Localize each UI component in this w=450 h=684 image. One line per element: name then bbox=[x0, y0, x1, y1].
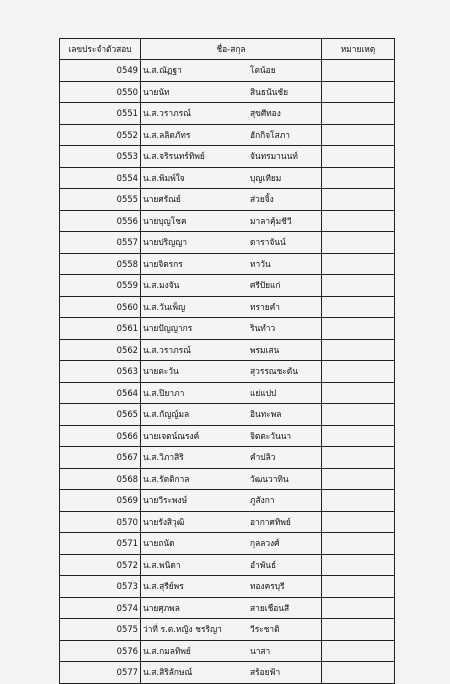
exam-id-cell: 0554 bbox=[60, 167, 141, 189]
full-name-cell bbox=[141, 361, 322, 383]
exam-id-cell: 0562 bbox=[60, 339, 141, 361]
header-remarks: หมายเหตุ bbox=[322, 39, 395, 60]
full-name-cell bbox=[141, 576, 322, 598]
last-name: ฮักกิจโสภา bbox=[250, 129, 290, 140]
first-name: น.ส.วราภรณ์ bbox=[143, 108, 191, 118]
exam-id-cell: 0572 bbox=[60, 554, 141, 576]
exam-id-cell: 0561 bbox=[60, 318, 141, 340]
first-name: นายวีระพงษ์ bbox=[143, 495, 188, 505]
full-name-cell bbox=[141, 318, 322, 340]
full-name-cell bbox=[141, 425, 322, 447]
exam-id-cell: 0566 bbox=[60, 425, 141, 447]
exam-id-cell: 0573 bbox=[60, 576, 141, 598]
table-row bbox=[60, 619, 395, 641]
exam-id-cell: 0549 bbox=[60, 60, 141, 82]
exam-id-cell: 0574 bbox=[60, 597, 141, 619]
remarks-cell bbox=[322, 339, 395, 361]
last-name: ทองครบุรี bbox=[250, 581, 285, 591]
table-row bbox=[60, 81, 395, 103]
last-name: สุวรรณชะดัน bbox=[250, 366, 298, 376]
first-name: นายปัญญากร bbox=[143, 323, 193, 333]
table-row bbox=[60, 425, 395, 447]
first-name: นายจิตรกร bbox=[143, 258, 183, 269]
remarks-cell bbox=[322, 576, 395, 598]
exam-id-cell: 0551 bbox=[60, 103, 141, 125]
last-name: สุขศีทอง bbox=[250, 108, 281, 118]
first-name: นายศุภพล bbox=[143, 602, 180, 613]
full-name-cell bbox=[141, 253, 322, 275]
last-name: ดาราจันน์ bbox=[250, 237, 286, 247]
remarks-cell bbox=[322, 318, 395, 340]
full-name-cell bbox=[141, 490, 322, 512]
exam-id-cell: 0570 bbox=[60, 511, 141, 533]
last-name: ศรีปัยแก่ bbox=[250, 280, 281, 290]
exam-id-cell: 0567 bbox=[60, 447, 141, 469]
table-row bbox=[60, 275, 395, 297]
candidate-table bbox=[59, 38, 395, 684]
full-name-cell bbox=[141, 339, 322, 361]
last-name: มาลาคุ้มชีวี bbox=[250, 215, 292, 226]
first-name: น.ส.ณัฏฐา bbox=[143, 65, 182, 75]
first-name: น.ส.กัญญ์มล bbox=[143, 409, 190, 419]
remarks-cell bbox=[322, 232, 395, 254]
first-name: น.ส.พนิดา bbox=[143, 559, 181, 570]
table-row bbox=[60, 382, 395, 404]
last-name: คำปลิว bbox=[250, 452, 276, 462]
full-name-cell bbox=[141, 296, 322, 318]
table-row bbox=[60, 554, 395, 576]
exam-id-cell: 0552 bbox=[60, 124, 141, 146]
exam-id-cell: 0564 bbox=[60, 382, 141, 404]
exam-id-cell: 0569 bbox=[60, 490, 141, 512]
exam-id-cell: 0563 bbox=[60, 361, 141, 383]
full-name-cell bbox=[141, 382, 322, 404]
remarks-cell bbox=[322, 425, 395, 447]
remarks-cell bbox=[322, 619, 395, 641]
first-name: น.ส.สิริลักษณ์ bbox=[143, 667, 193, 677]
last-name: วัฒนวาทิน bbox=[250, 473, 289, 484]
table-row bbox=[60, 576, 395, 598]
first-name: นายถนัด bbox=[143, 538, 175, 548]
remarks-cell bbox=[322, 554, 395, 576]
first-name: นายนัท bbox=[143, 86, 170, 97]
exam-id-cell: 0558 bbox=[60, 253, 141, 275]
last-name: แย่แปป bbox=[250, 387, 277, 398]
remarks-cell bbox=[322, 296, 395, 318]
last-name: บุญเทียม bbox=[250, 172, 282, 183]
exam-id-cell: 0557 bbox=[60, 232, 141, 254]
header-exam-id: เลขประจำตัวสอบ bbox=[60, 39, 141, 60]
remarks-cell bbox=[322, 167, 395, 189]
last-name: ภูสังกา bbox=[250, 495, 275, 505]
full-name-cell bbox=[141, 189, 322, 211]
last-name: กุลลวงศ์ bbox=[250, 538, 280, 548]
table-row bbox=[60, 253, 395, 275]
full-name-cell bbox=[141, 447, 322, 469]
last-name: โตน้อย bbox=[250, 65, 276, 75]
exam-id-cell: 0565 bbox=[60, 404, 141, 426]
table-row bbox=[60, 167, 395, 189]
full-name-cell bbox=[141, 124, 322, 146]
exam-id-cell: 0556 bbox=[60, 210, 141, 232]
first-name: น.ส.ลลิตภัทร bbox=[143, 129, 191, 140]
table-row bbox=[60, 124, 395, 146]
table-row bbox=[60, 189, 395, 211]
first-name: น.ส.จริรนทร์ทิพย์ bbox=[143, 151, 205, 161]
table-row bbox=[60, 533, 395, 555]
last-name: จันทรมานนท์ bbox=[250, 151, 298, 161]
full-name-cell bbox=[141, 533, 322, 555]
table-row bbox=[60, 361, 395, 383]
first-name: นายตะวัน bbox=[143, 366, 179, 376]
table-row bbox=[60, 103, 395, 125]
header-full-name: ชื่อ-สกุล bbox=[141, 39, 322, 60]
last-name: อำพันธ์ bbox=[250, 559, 277, 570]
first-name: น.ส.มงจัน bbox=[143, 280, 180, 290]
remarks-cell bbox=[322, 640, 395, 662]
first-name: น.ส.รัตติกาล bbox=[143, 473, 190, 484]
remarks-cell bbox=[322, 468, 395, 490]
table-row bbox=[60, 210, 395, 232]
last-name: สร้อยฟ้า bbox=[250, 667, 281, 677]
remarks-cell bbox=[322, 103, 395, 125]
exam-id-cell: 0568 bbox=[60, 468, 141, 490]
table-row bbox=[60, 146, 395, 168]
table-header-row bbox=[60, 39, 395, 60]
remarks-cell bbox=[322, 60, 395, 82]
full-name-cell bbox=[141, 662, 322, 684]
last-name: จิตตะวันนา bbox=[250, 430, 292, 441]
table-row bbox=[60, 597, 395, 619]
first-name: น.ส.วราภรณ์ bbox=[143, 344, 191, 355]
first-name: นายปริญญา bbox=[143, 237, 188, 247]
last-name: ทรายคำ bbox=[250, 301, 280, 312]
table-row bbox=[60, 511, 395, 533]
first-name: นายเจตน์ณรงค์ bbox=[143, 430, 200, 441]
remarks-cell bbox=[322, 361, 395, 383]
table-row bbox=[60, 318, 395, 340]
table-row bbox=[60, 232, 395, 254]
last-name: สายเชือนสี bbox=[250, 602, 290, 613]
table-row bbox=[60, 662, 395, 684]
remarks-cell bbox=[322, 146, 395, 168]
table-body bbox=[60, 60, 395, 684]
table-row bbox=[60, 339, 395, 361]
full-name-cell bbox=[141, 619, 322, 641]
full-name-cell bbox=[141, 103, 322, 125]
exam-id-cell: 0571 bbox=[60, 533, 141, 555]
exam-id-cell: 0576 bbox=[60, 640, 141, 662]
remarks-cell bbox=[322, 210, 395, 232]
table-row bbox=[60, 447, 395, 469]
remarks-cell bbox=[322, 447, 395, 469]
last-name: อากาศทิพย์ bbox=[250, 516, 291, 527]
full-name-cell bbox=[141, 468, 322, 490]
remarks-cell bbox=[322, 81, 395, 103]
exam-id-cell: 0555 bbox=[60, 189, 141, 211]
last-name: ทาวัน bbox=[250, 258, 271, 269]
table-row bbox=[60, 468, 395, 490]
last-name: ส่วยจิ้ง bbox=[250, 194, 274, 204]
full-name-cell bbox=[141, 404, 322, 426]
exam-id-cell: 0553 bbox=[60, 146, 141, 168]
table-row bbox=[60, 640, 395, 662]
full-name-cell bbox=[141, 167, 322, 189]
first-name: น.ส.สุรีย์พร bbox=[143, 581, 184, 591]
remarks-cell bbox=[322, 253, 395, 275]
table-row bbox=[60, 296, 395, 318]
table-row bbox=[60, 490, 395, 512]
remarks-cell bbox=[322, 533, 395, 555]
remarks-cell bbox=[322, 490, 395, 512]
exam-id-cell: 0575 bbox=[60, 619, 141, 641]
first-name: น.ส.วันเพ็ญ bbox=[143, 301, 186, 312]
table-row bbox=[60, 60, 395, 82]
last-name: สินธนันชัย bbox=[250, 86, 288, 97]
full-name-cell bbox=[141, 511, 322, 533]
remarks-cell bbox=[322, 382, 395, 404]
full-name-cell bbox=[141, 232, 322, 254]
full-name-cell bbox=[141, 640, 322, 662]
full-name-cell bbox=[141, 554, 322, 576]
first-name: นายรังสิวุฒิ bbox=[143, 516, 185, 527]
remarks-cell bbox=[322, 124, 395, 146]
first-name: น.ส.ปิยาภา bbox=[143, 387, 185, 398]
full-name-cell bbox=[141, 60, 322, 82]
full-name-cell bbox=[141, 146, 322, 168]
first-name: น.ส.กมลทิพย์ bbox=[143, 645, 191, 656]
first-name: น.ส.พิมพ์ใจ bbox=[143, 172, 185, 183]
last-name: พรมเสน bbox=[250, 344, 280, 355]
first-name: ว่าที่ ร.ต.หญิง ชรริญา bbox=[143, 624, 222, 634]
first-name: น.ส.วิภาสิริ bbox=[143, 452, 184, 462]
first-name: นายศรัณย์ bbox=[143, 194, 181, 204]
first-name: นายบุญโชค bbox=[143, 215, 187, 226]
remarks-cell bbox=[322, 597, 395, 619]
remarks-cell bbox=[322, 511, 395, 533]
full-name-cell bbox=[141, 81, 322, 103]
exam-id-cell: 0577 bbox=[60, 662, 141, 684]
remarks-cell bbox=[322, 404, 395, 426]
last-name: อินทะพล bbox=[250, 409, 282, 419]
full-name-cell bbox=[141, 597, 322, 619]
table-row bbox=[60, 404, 395, 426]
full-name-cell bbox=[141, 210, 322, 232]
remarks-cell bbox=[322, 662, 395, 684]
full-name-cell bbox=[141, 275, 322, 297]
remarks-cell bbox=[322, 275, 395, 297]
last-name: วีระชาติ bbox=[250, 624, 280, 634]
last-name: รินทำว bbox=[250, 323, 276, 333]
last-name: นาสา bbox=[250, 645, 271, 656]
remarks-cell bbox=[322, 189, 395, 211]
exam-id-cell: 0560 bbox=[60, 296, 141, 318]
exam-id-cell: 0559 bbox=[60, 275, 141, 297]
exam-id-cell: 0550 bbox=[60, 81, 141, 103]
